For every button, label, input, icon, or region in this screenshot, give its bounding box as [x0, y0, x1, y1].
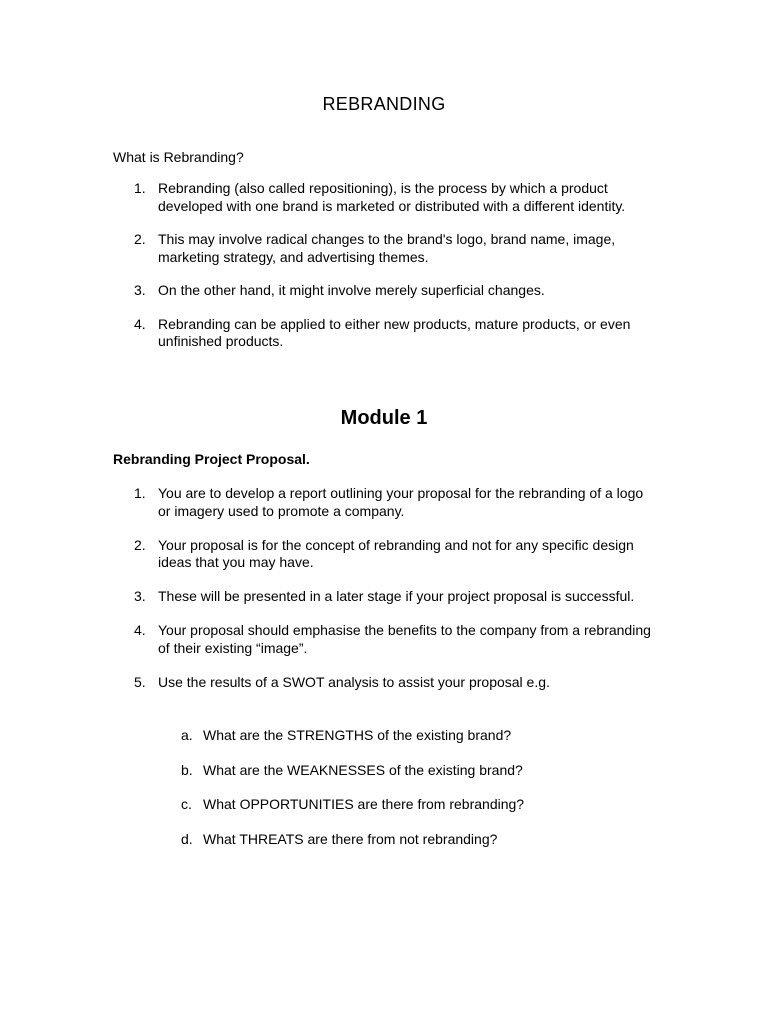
list-item-text: This may involve radical changes to the brand's logo, brand name, image, marketing strategy, and advertising themes. [158, 231, 616, 265]
page-title: REBRANDING [322, 94, 446, 114]
swot-item [0, 762, 768, 780]
list-item [0, 588, 768, 606]
list-item-text: Use the results of a SWOT analysis to assist your proposal e.g. [158, 673, 550, 690]
list-item-text: Rebranding can be applied to either new products, mature products, or even unfinished products. [158, 315, 631, 349]
swot-item-letter: b. [181, 761, 193, 778]
list-item-text: Your proposal should emphasise the benefits to the company from a rebranding of their existing “image”. [158, 622, 651, 656]
intro-question: What is Rebranding? [113, 149, 244, 165]
list-item [0, 316, 768, 351]
swot-item [0, 831, 768, 849]
swot-item-text: What THREATS are there from not rebranding? [203, 830, 498, 847]
list-item [0, 180, 768, 215]
list-item-text: On the other hand, it might involve merely superficial changes. [158, 282, 545, 298]
swot-item [0, 796, 768, 814]
list-item-text: Rebranding (also called repositioning), is the process by which a product developed with one brand is marketed or distributed with a different identity. [158, 180, 626, 214]
list-item [0, 622, 768, 657]
module-heading: Module 1 [340, 407, 428, 429]
list-item-number: 1. [134, 180, 146, 196]
list-item [0, 537, 768, 572]
list-item-text: You are to develop a report outlining your proposal for the rebranding of a logo or imagery used to promote a company. [158, 485, 644, 519]
list-item [0, 231, 768, 266]
swot-item-letter: d. [181, 830, 193, 847]
swot-item-letter: a. [181, 727, 193, 743]
proposal-heading: Rebranding Project Proposal. [113, 451, 310, 467]
list-item-number: 3. [134, 282, 146, 298]
list-item [0, 282, 768, 300]
list-item-number: 4. [134, 315, 146, 332]
swot-list [0, 727, 768, 865]
list-item [0, 485, 768, 520]
swot-item-letter: c. [181, 796, 192, 812]
swot-item-text: What are the WEAKNESSES of the existing brand? [203, 761, 523, 778]
swot-item [0, 727, 768, 745]
list-item-number: 2. [134, 536, 146, 553]
swot-item-text: What are the STRENGTHS of the existing brand? [203, 727, 512, 743]
list-item-number: 4. [134, 622, 146, 638]
list-item-number: 3. [134, 588, 146, 604]
list-item-number: 5. [134, 673, 146, 690]
list-item [0, 674, 768, 692]
list-item-text: Your proposal is for the concept of rebranding and not for any specific design ideas that you may have. [158, 536, 634, 570]
intro-list [0, 180, 768, 367]
swot-item-text: What OPPORTUNITIES are there from rebranding? [203, 796, 525, 812]
list-item-text: These will be presented in a later stage if your project proposal is successful. [158, 588, 635, 604]
proposal-list [0, 485, 768, 708]
list-item-number: 1. [134, 485, 146, 501]
list-item-number: 2. [134, 231, 146, 247]
